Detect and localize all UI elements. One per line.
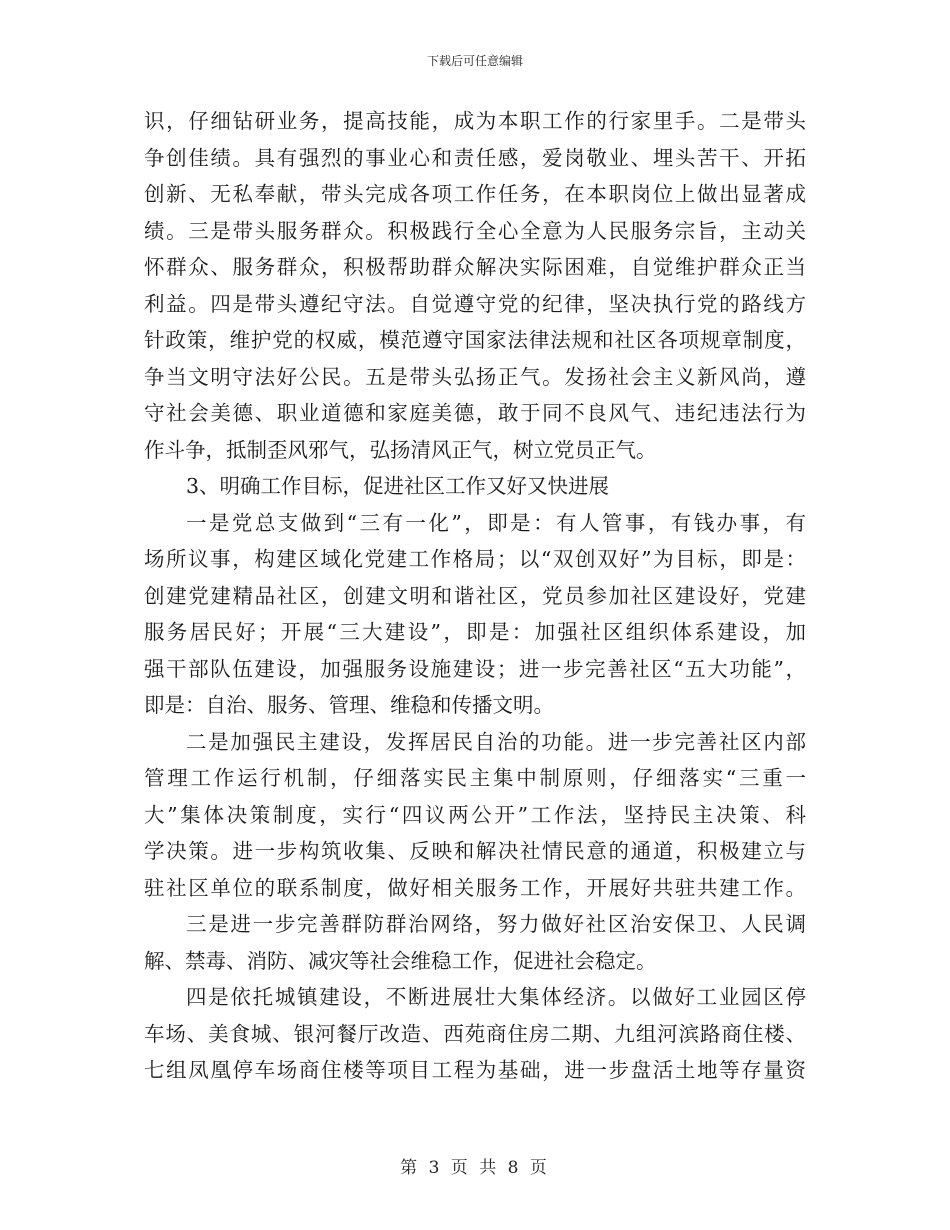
text-line: 二是加强民主建设，发挥居民自治的功能。进一步完善社区内部: [186, 729, 806, 754]
text-line: 七组凤凰停车场商住楼等项目工程为基础，进一步盘活土地等存量资: [144, 1058, 806, 1082]
text-line: 绩。三是带头服务群众。积极践行全心全意为人民服务宗旨，主动关: [144, 218, 806, 243]
text-line: 三是进一步完善群防群治网络，努力做好社区治安保卫、人民调: [186, 912, 806, 936]
body-text: [144, 103, 806, 1089]
text-line: 车场、美食城、银河餐厅改造、西苑商住房二期、九组河滨路商住楼、: [144, 1021, 806, 1046]
text-line: 学决策。进一步构筑收集、反映和解决社情民意的通道，积极建立与: [144, 839, 806, 863]
text-line: 即是：自治、服务、管理、维稳和传播文明。: [144, 693, 554, 717]
text-line: 一是党总支做到“三有一化”，即是：有人管事，有钱办事，有: [186, 510, 806, 535]
text-line: 针政策，维护党的权威，模范遵守国家法律法规和社区各项规章制度，: [144, 328, 806, 352]
text-line: 四是依托城镇建设，不断进展壮大集体经济。以做好工业园区停: [186, 985, 806, 1009]
text-line: 创建党建精品社区，创建文明和谐社区，党员参加社区建设好，党建: [144, 583, 806, 608]
text-line: 大”集体决策制度，实行“四议两公开”工作法，坚持民主决策、科: [144, 802, 806, 827]
text-line: 解、禁毒、消防、减灾等社会维稳工作，促进社会稳定。: [144, 948, 657, 973]
page-header: 下载后可任意编辑: [426, 54, 523, 68]
page-number: 第 3 页 共 8 页: [400, 1158, 550, 1178]
text-line: 管理工作运行机制，仔细落实民主集中制原则，仔细落实“三重一: [144, 766, 806, 790]
text-line: 作斗争，抵制歪风邪气，弘扬清风正气，树立党员正气。: [144, 437, 657, 462]
text-line: 怀群众、服务群众，积极帮助群众解决实际困难，自觉维护群众正当: [144, 255, 806, 279]
text-line: 利益。四是带头遵纪守法。自觉遵守党的纪律，坚决执行党的路线方: [144, 291, 806, 316]
section-heading: 3、明确工作目标，促进社区工作又好又快进展: [186, 474, 610, 498]
text-line: 创新、无私奉献，带头完成各项工作任务，在本职岗位上做出显著成: [144, 182, 806, 206]
text-line: 争当文明守法好公民。五是带头弘扬正气。发扬社会主义新风尚，遵: [144, 364, 806, 389]
text-line: 场所议事，构建区域化党建工作格局；以“双创双好”为目标，即是：: [144, 547, 806, 571]
text-line: 识，仔细钻研业务，提高技能，成为本职工作的行家里手。二是带头: [144, 109, 806, 133]
text-line: 守社会美德、职业道德和家庭美德，敢于同不良风气、违纪违法行为: [144, 401, 806, 425]
text-line: 驻社区单位的联系制度，做好相关服务工作，开展好共驻共建工作。: [144, 875, 806, 900]
text-line: 服务居民好；开展“三大建设”，即是：加强社区组织体系建设，加: [144, 620, 806, 644]
text-line: 争创佳绩。具有强烈的事业心和责任感，爱岗敬业、埋头苦干、开拓: [144, 145, 806, 170]
text-line: 强干部队伍建设，加强服务设施建设；进一步完善社区“五大功能”，: [144, 656, 806, 681]
